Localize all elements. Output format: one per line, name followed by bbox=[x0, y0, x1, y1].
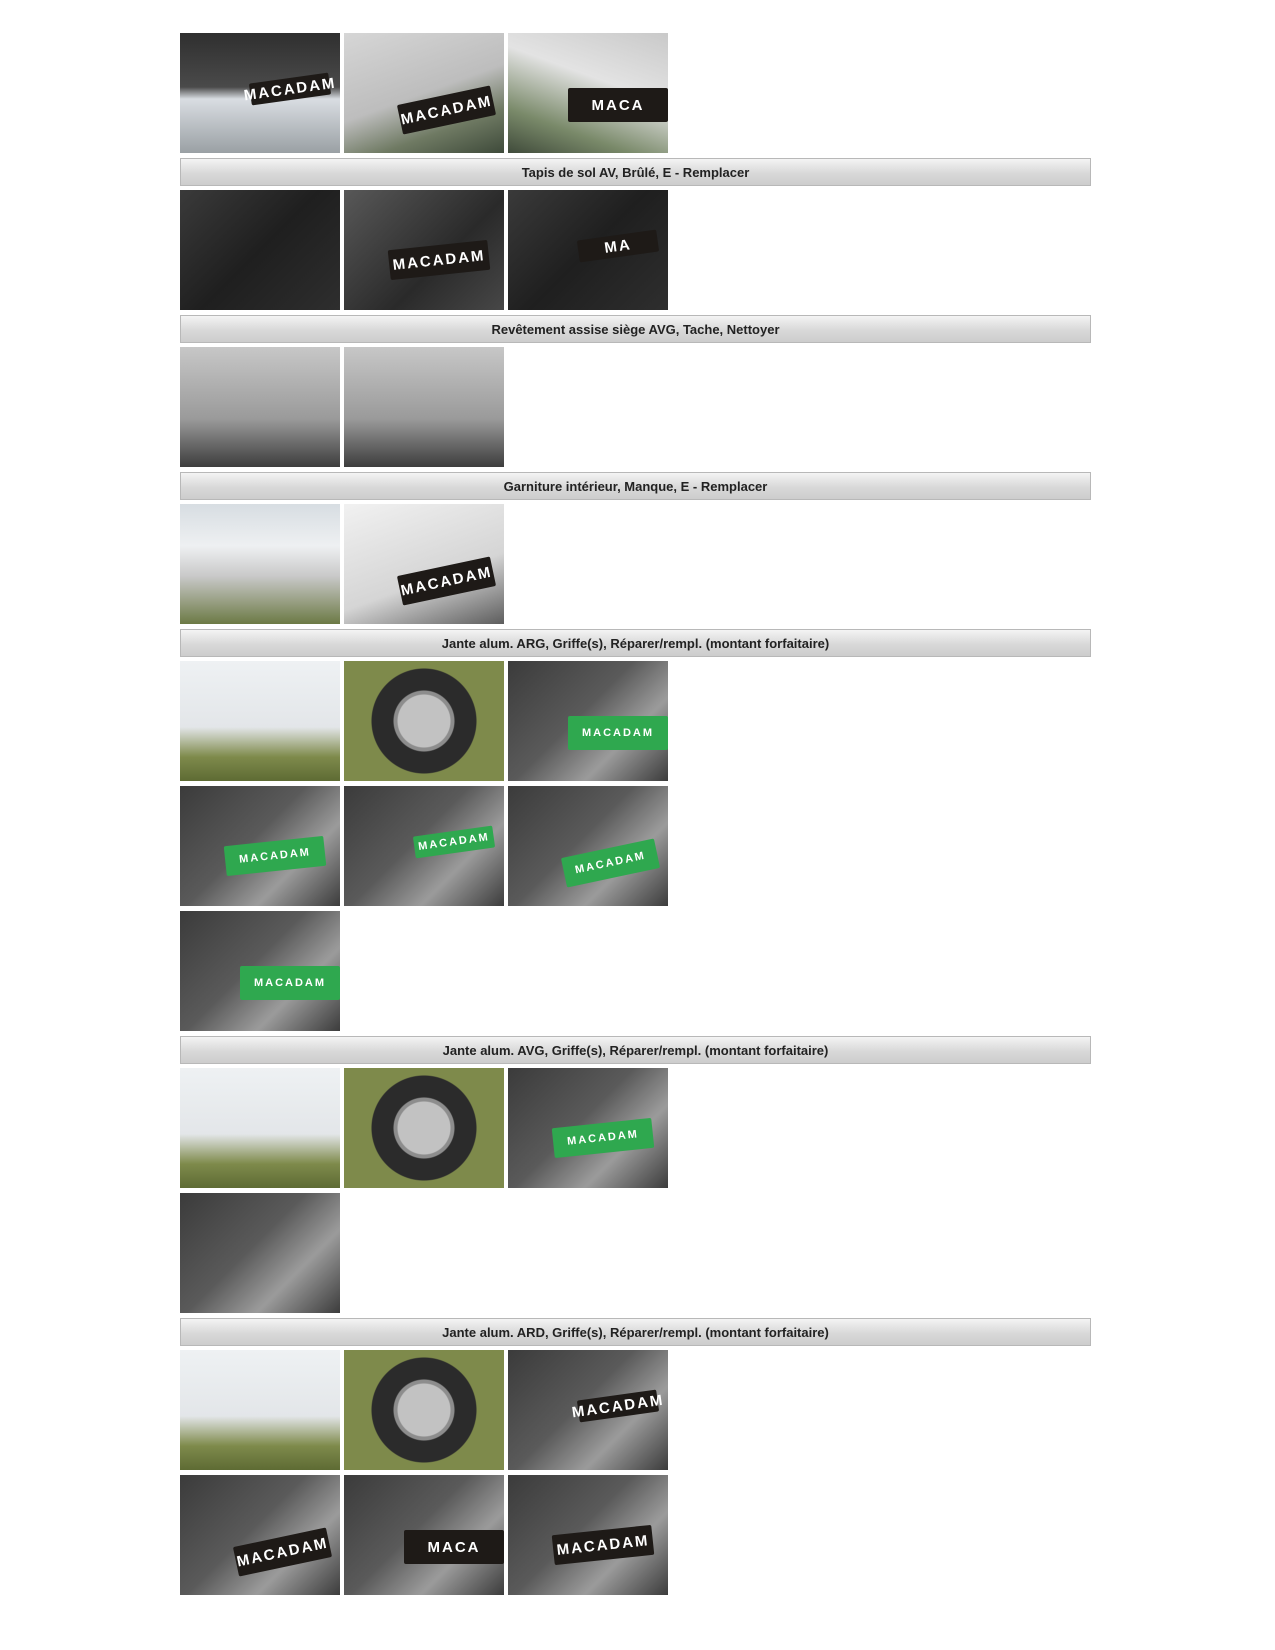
damage-photo-interior-window-ruler[interactable] bbox=[180, 33, 340, 153]
section-header: Jante alum. ARD, Griffe(s), Réparer/rempl. (montant forfaitaire) bbox=[180, 1318, 1091, 1346]
damage-photo-floor-mat-ruler[interactable] bbox=[344, 190, 504, 310]
macadam-ruler: MACADAM bbox=[413, 826, 495, 859]
damage-photo-rim-ruler[interactable] bbox=[180, 911, 340, 1031]
macadam-ruler: MACADAM bbox=[561, 838, 660, 887]
macadam-ruler: MACADAM bbox=[233, 1527, 332, 1576]
photo-row bbox=[180, 1475, 1091, 1595]
macadam-ruler: MACADAM bbox=[397, 556, 496, 605]
photo-row bbox=[180, 1068, 1091, 1188]
macadam-ruler: MACADAM bbox=[552, 1118, 655, 1158]
macadam-ruler: MACADAM bbox=[568, 716, 668, 750]
damage-photo-rim-ruler[interactable] bbox=[344, 786, 504, 906]
macadam-ruler: MACADAM bbox=[570, 1391, 666, 1421]
damage-photo-pillar-ruler[interactable] bbox=[344, 33, 504, 153]
macadam-ruler: MACADAM bbox=[397, 85, 496, 134]
damage-photo-rim-ruler[interactable] bbox=[508, 661, 668, 781]
damage-photo-rim-ruler[interactable] bbox=[508, 1475, 668, 1595]
damage-photo-wheel[interactable] bbox=[344, 1068, 504, 1188]
photo-row bbox=[180, 33, 1091, 153]
damage-photo-floor-mat[interactable] bbox=[180, 190, 340, 310]
damage-photo-pillar-ruler-closeup[interactable] bbox=[508, 33, 668, 153]
damage-photo-car-side[interactable] bbox=[180, 1350, 340, 1470]
photo-row bbox=[180, 347, 1091, 467]
damage-photo-rim-ruler[interactable] bbox=[508, 1068, 668, 1188]
macadam-ruler: MA bbox=[577, 230, 659, 263]
macadam-ruler: MACADAM bbox=[240, 966, 340, 1000]
macadam-ruler: MACADAM bbox=[552, 1525, 655, 1565]
damage-photo-rim-ruler[interactable] bbox=[344, 1475, 504, 1595]
photo-row bbox=[180, 190, 1091, 310]
macadam-ruler: MACA bbox=[404, 1530, 504, 1564]
photo-row bbox=[180, 786, 1091, 906]
section-header: Garniture intérieur, Manque, E - Remplacer bbox=[180, 472, 1091, 500]
damage-photo-rim-ruler[interactable] bbox=[180, 786, 340, 906]
damage-photo-rim-ruler[interactable] bbox=[508, 1350, 668, 1470]
damage-photo-seat[interactable] bbox=[180, 347, 340, 467]
damage-photo-trunk-panel-ruler[interactable] bbox=[344, 504, 504, 624]
section-header: Jante alum. AVG, Griffe(s), Réparer/rempl. (montant forfaitaire) bbox=[180, 1036, 1091, 1064]
photo-row bbox=[180, 661, 1091, 781]
section-header: Revêtement assise siège AVG, Tache, Nettoyer bbox=[180, 315, 1091, 343]
damage-photo-floor-mat-closeup[interactable] bbox=[508, 190, 668, 310]
macadam-ruler: MACADAM bbox=[242, 74, 338, 104]
section-header: Tapis de sol AV, Brûlé, E - Remplacer bbox=[180, 158, 1091, 186]
damage-photo-rim-ruler[interactable] bbox=[180, 1193, 340, 1313]
damage-report-page bbox=[180, 33, 1091, 1600]
damage-photo-car-side[interactable] bbox=[180, 661, 340, 781]
damage-photo-seat-closeup[interactable] bbox=[344, 347, 504, 467]
photo-row bbox=[180, 1193, 1091, 1313]
section-header: Jante alum. ARG, Griffe(s), Réparer/rempl. (montant forfaitaire) bbox=[180, 629, 1091, 657]
damage-photo-open-trunk[interactable] bbox=[180, 504, 340, 624]
damage-photo-wheel[interactable] bbox=[344, 661, 504, 781]
photo-row bbox=[180, 504, 1091, 624]
macadam-ruler: MACA bbox=[568, 88, 668, 122]
macadam-ruler: MACADAM bbox=[388, 240, 491, 280]
photo-row bbox=[180, 1350, 1091, 1470]
damage-photo-rim-ruler[interactable] bbox=[180, 1475, 340, 1595]
damage-photo-car-side[interactable] bbox=[180, 1068, 340, 1188]
photo-row bbox=[180, 911, 1091, 1031]
damage-photo-wheel[interactable] bbox=[344, 1350, 504, 1470]
damage-photo-rim-ruler[interactable] bbox=[508, 786, 668, 906]
macadam-ruler: MACADAM bbox=[224, 836, 327, 876]
